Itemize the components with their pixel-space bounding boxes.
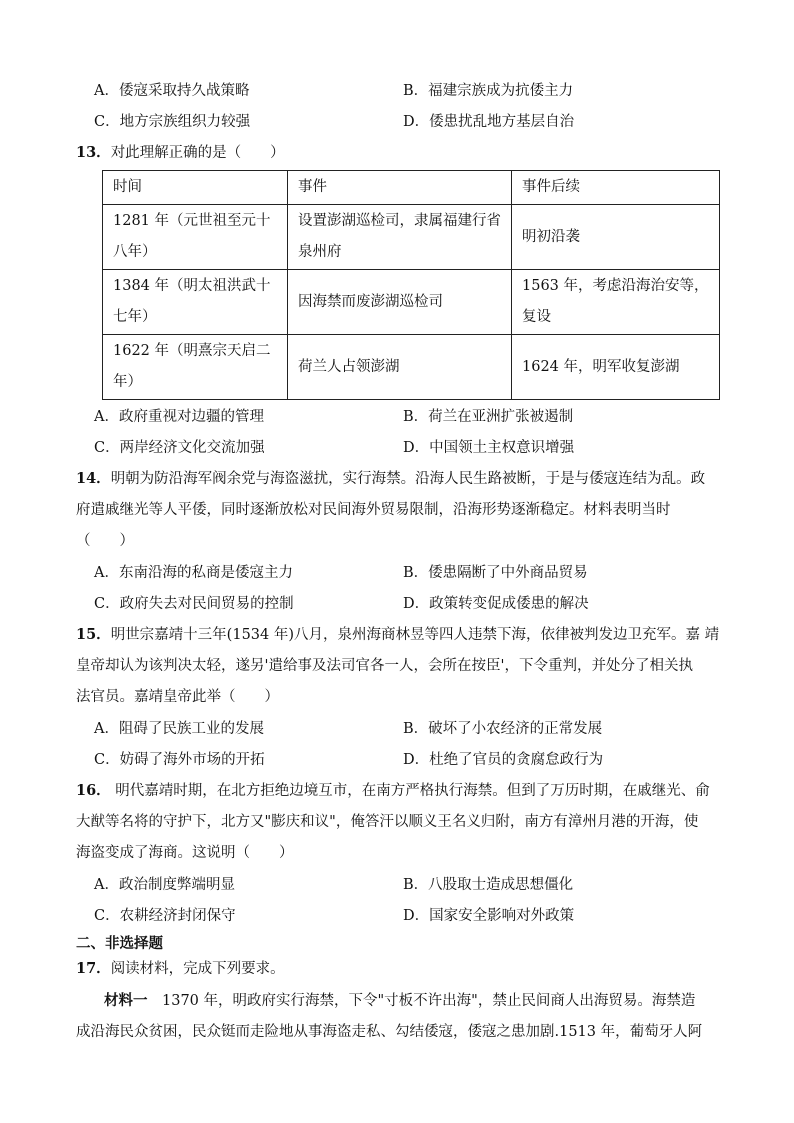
- q16-text: 明代嘉靖时期，在北方拒绝边境互市，在南方严格执行海禁。但到了万历时期，在戚继光、俞: [110, 783, 710, 799]
- q17-material-line-2: 成沿海民众贫困，民众铤而走险地从事海盗走私、勾结倭寇，倭寇之患加剧.1513 年，葡萄牙人阿: [76, 1024, 703, 1040]
- table-cell: 1622 年（明熹宗天启二年）: [103, 335, 288, 400]
- material-label: 材料一: [104, 993, 148, 1009]
- table-header-cell: 事件: [288, 171, 512, 205]
- q12-option-c: C．地方宗族组织力较强: [94, 114, 251, 130]
- q13-option-d: D．中国领土主权意识增强: [403, 440, 575, 456]
- q13-number: 13．: [76, 144, 111, 161]
- q15-line-2: 皇帝却认为该判决太轻，遂另'遣给事及法司官各一人，会所在按臣'，下令重判，并处分了相关执: [76, 658, 693, 674]
- q15-option-a: A．阻碍了民族工业的发展: [94, 721, 264, 737]
- q15-option-c: C．妨碍了海外市场的开拓: [94, 752, 265, 768]
- q16-option-c: C．农耕经济封闭保守: [94, 908, 236, 924]
- q14-text: 明朝为防沿海军阀余党与海盗滋扰，实行海禁。沿海人民生路被断，于是与倭寇连结为乱。政: [110, 471, 706, 487]
- table-cell: 1563 年，考虑沿海治安等，复设: [512, 270, 720, 335]
- q16-option-b: B．八股取士造成思想僵化: [403, 877, 574, 893]
- q14-option-d: D．政策转变促成倭患的解决: [403, 596, 589, 612]
- table-cell: 设置澎湖巡检司，隶属福建行省泉州府: [288, 205, 512, 270]
- q15-line-3: 法官员。嘉靖皇帝此举（ ）: [76, 689, 279, 705]
- q12-option-b: B．福建宗族成为抗倭主力: [403, 83, 574, 99]
- table-header-cell: 时间: [103, 171, 288, 205]
- q12-option-d: D．倭患扰乱地方基层自治: [403, 114, 575, 130]
- q16-option-d: D．国家安全影响对外政策: [403, 908, 575, 924]
- q17-material-line-1: [104, 991, 695, 1011]
- q17-stem-text: 阅读材料，完成下列要求。: [110, 961, 285, 977]
- q16-option-a: A．政治制度弊端明显: [94, 877, 235, 893]
- q14-line-3: （ ）: [76, 533, 134, 549]
- table-cell: 荷兰人占领澎湖: [288, 335, 512, 400]
- table-row: [103, 270, 720, 335]
- q16-line-1: [76, 781, 710, 801]
- q14-option-a: A．东南沿海的私商是倭寇主力: [94, 565, 293, 581]
- q17-stem: [76, 959, 285, 979]
- q15-option-b: B．破坏了小农经济的正常发展: [403, 721, 603, 737]
- q13-option-c: C．两岸经济文化交流加强: [94, 440, 265, 456]
- table-header-row: [103, 171, 720, 205]
- table-cell: 明初沿袭: [512, 205, 720, 270]
- q15-text: 明世宗嘉靖十三年(1534 年)八月，泉州海商林昱等四人违禁下海，依律被判发边卫充军。嘉 靖: [110, 627, 720, 643]
- q15-number: 15．: [76, 626, 111, 643]
- table-cell: 1281 年（元世祖至元十八年）: [103, 205, 288, 270]
- q14-line-2: 府遣戚继光等人平倭，同时逐渐放松对民间海外贸易限制，沿海形势逐渐稳定。材料表明当时: [76, 502, 671, 518]
- q16-number: 16．: [76, 782, 111, 799]
- q14-number: 14．: [76, 470, 111, 487]
- q14-line-1: [76, 469, 705, 489]
- section-title: 二、非选择题: [76, 936, 163, 952]
- q14-option-b: B．倭患隔断了中外商品贸易: [403, 565, 588, 581]
- q12-option-a: A．倭寇采取持久战策略: [94, 83, 250, 99]
- table-header-cell: 事件后续: [512, 171, 720, 205]
- q17-number: 17．: [76, 960, 111, 977]
- q14-option-c: C．政府失去对民间贸易的控制: [94, 596, 294, 612]
- q13-stem: [76, 143, 285, 163]
- q13-stem-text: 对此理解正确的是（ ）: [110, 145, 285, 161]
- material-text: 1370 年，明政府实行海禁，下令"寸板不许出海"，禁止民间商人出海贸易。海禁造: [147, 993, 696, 1009]
- table-cell: 因海禁而废澎湖巡检司: [288, 270, 512, 335]
- table-row: [103, 335, 720, 400]
- table-cell: 1624 年，明军收复澎湖: [512, 335, 720, 400]
- q13-option-a: A．政府重视对边疆的管理: [94, 409, 264, 425]
- table-cell: 1384 年（明太祖洪武十七年）: [103, 270, 288, 335]
- q16-line-2: 大猷等名将的守护下，北方又"膨庆和议"，俺答汗以顺义王名义归附，南方有漳州月港的开海，使: [76, 814, 699, 830]
- q16-line-3: 海盗变成了海商。这说明（ ）: [76, 845, 294, 861]
- table-row: [103, 205, 720, 270]
- q15-option-d: D．杜绝了官员的贪腐怠政行为: [403, 752, 604, 768]
- q15-line-1: [76, 625, 719, 645]
- q13-option-b: B．荷兰在亚洲扩张被遏制: [403, 409, 574, 425]
- q13-table: [102, 170, 720, 400]
